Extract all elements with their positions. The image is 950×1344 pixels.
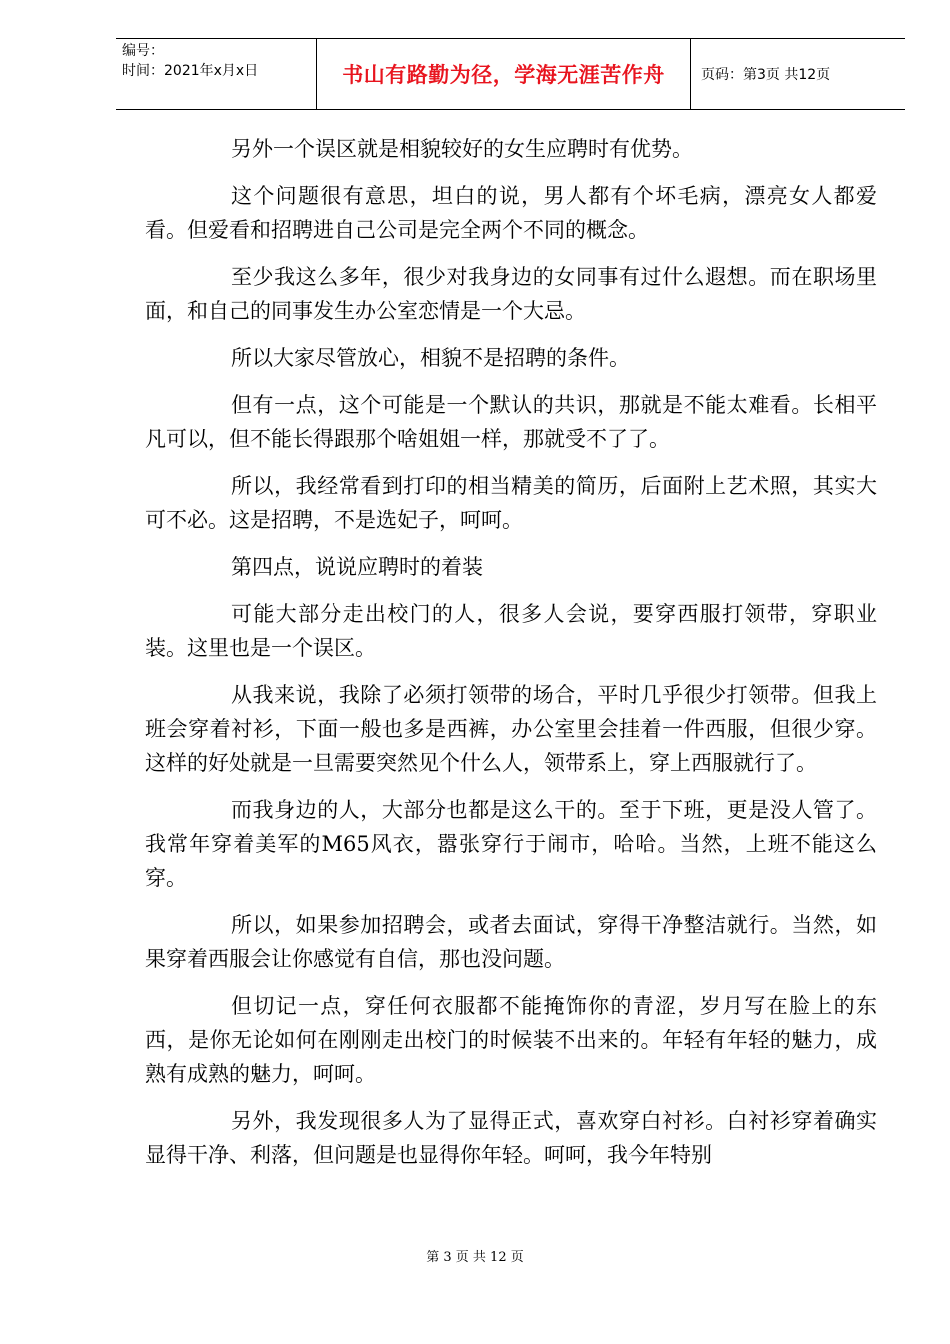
document-number-label: 编号： [122, 43, 164, 59]
body-paragraph: 所以，我经常看到打印的相当精美的简历，后面附上艺术照，其实大可不必。这是招聘，不是选妃子，呵呵。 [145, 474, 877, 532]
body-paragraph: 另外一个误区就是相貌较好的女生应聘时有优势。 [231, 137, 693, 161]
body-paragraph: 从我来说，我除了必须打领带的场合，平时几乎很少打领带。但我上班会穿着衬衫，下面一般也多是西裤，办公室里会挂着一件西服，但很少穿。这样的好处就是一旦需要突然见个什么人，领带系上，穿上西服就行了。 [145, 683, 877, 775]
header-page-info-cell [691, 39, 905, 109]
body-paragraph: 这个问题很有意思，坦白的说，男人都有个坏毛病，漂亮女人都爱看。但爱看和招聘进自己公司是完全两个不同的概念。 [145, 184, 877, 242]
body-paragraph: 至少我这么多年，很少对我身边的女同事有过什么遐想。而在职场里面，和自己的同事发生办公室恋情是一个大忌。 [145, 265, 877, 323]
header-page-info: 页码：第3页 共12页 [701, 67, 831, 83]
body-paragraph: 但切记一点，穿任何衣服都不能掩饰你的青涩，岁月写在脸上的东西，是你无论如何在刚刚走出校门的时候装不出来的。年轻有年轻的魅力，成熟有成熟的魅力，呵呵。 [145, 994, 877, 1086]
header-motto-cell [316, 39, 691, 109]
body-paragraph: 所以，如果参加招聘会，或者去面试，穿得干净整洁就行。当然，如果穿着西服会让你感觉有自信，那也没问题。 [145, 913, 877, 971]
header-meta [116, 39, 316, 109]
page-footer: 第 3 页 共 12 页 [426, 1250, 524, 1265]
header-motto: 书山有路勤为径，学海无涯苦作舟 [342, 63, 665, 87]
page-header [116, 38, 905, 110]
body-paragraph: 可能大部分走出校门的人，很多人会说，要穿西服打领带，穿职业装。这里也是一个误区。 [145, 602, 877, 660]
section-heading: 第四点，说说应聘时的着装 [231, 555, 483, 579]
body-paragraph: 但有一点，这个可能是一个默认的共识，那就是不能太难看。长相平凡可以，但不能长得跟那个啥姐姐一样，那就受不了了。 [145, 393, 877, 451]
body-paragraph: 另外，我发现很多人为了显得正式，喜欢穿白衬衫。白衬衫穿着确实显得干净、利落，但问题是也显得你年轻。呵呵，我今年特别 [145, 1109, 877, 1167]
body-paragraph: 所以大家尽管放心，相貌不是招聘的条件。 [231, 346, 630, 370]
document-body [145, 132, 877, 1185]
body-paragraph: 而我身边的人，大部分也都是这么干的。至于下班，更是没人管了。我常年穿着美军的M65风衣，嚣张穿行于闹市，哈哈。当然，上班不能这么穿。 [145, 798, 877, 890]
document-time-label: 时间：2021年x月x日 [122, 63, 259, 79]
